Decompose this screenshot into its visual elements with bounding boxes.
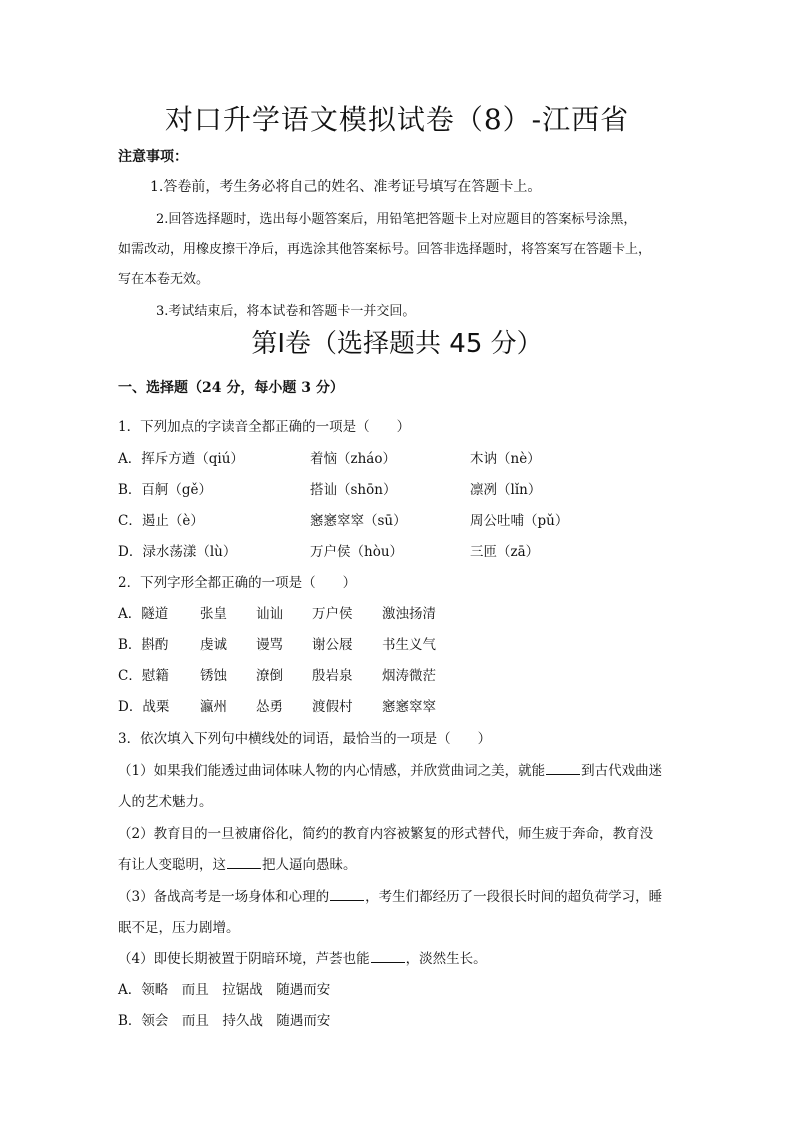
option-cell: B．斟酌	[118, 637, 169, 653]
option-cell: B．百舸（gě）	[118, 482, 213, 498]
option-cell: 周公吐哺（pǔ）	[470, 513, 569, 529]
option-cell: 书生义气	[382, 637, 436, 653]
option-cell: 窸窸窣窣	[382, 699, 436, 715]
option-cell: D．渌水荡漾（lù）	[118, 544, 237, 560]
notice-item-3: 3.考试结束后，将本试卷和答题卡一并交回。	[156, 304, 416, 319]
sentence-text: ，淡然生长。	[405, 951, 487, 967]
option-cell: 着恼（zháo）	[310, 451, 396, 467]
sentence-1-line-2: 人的艺术魅力。	[118, 794, 213, 810]
sentence-3-line-1	[118, 885, 662, 905]
notice-item-2-line-1: 2.回答选择题时，选出每小题答案后，用铅笔把答题卡上对应题目的答案标号涂黑，	[156, 212, 637, 227]
option-cell: 怂勇	[256, 699, 283, 715]
option-cell: 万户侯（hòu）	[310, 544, 404, 560]
option-cell: 凛冽（lǐn）	[470, 482, 542, 498]
option-cell: 万户侯	[312, 606, 353, 622]
question-2-stem: 2．下列字形全都正确的一项是（ ）	[118, 575, 357, 591]
sentence-text: （4）即使长期被置于阴暗环境，芦荟也能	[118, 951, 370, 967]
sentence-2-line-2	[118, 853, 357, 873]
fill-blank	[227, 856, 261, 869]
option-cell: 张皇	[200, 606, 227, 622]
question-3-option-a: A．领略 而且 拉锯战 随遇而安	[118, 982, 331, 998]
page-title: 对口升学语文模拟试卷（8）-江西省	[164, 103, 630, 136]
option-cell: 谩骂	[256, 637, 283, 653]
option-cell: 窸窸窣窣（sū）	[310, 513, 407, 529]
fill-blank	[546, 762, 580, 775]
notice-heading: 注意事项：	[118, 149, 188, 165]
question-1-stem: 1．下列加点的字读音全都正确的一项是（ ）	[118, 419, 411, 435]
notice-item-2-line-2: 如需改动，用橡皮擦干净后，再选涂其他答案标号。回答非选择题时，将答案写在答题卡上，	[118, 242, 652, 257]
fill-blank	[330, 888, 364, 901]
option-cell: 虔诚	[200, 637, 227, 653]
option-cell: 谢公屐	[312, 637, 353, 653]
option-cell: C．慰籍	[118, 668, 169, 684]
sentence-text: （3）备战高考是一场身体和心理的	[118, 889, 330, 905]
sentence-3-line-2: 眠不足，压力剧增。	[118, 920, 240, 936]
option-cell: A．隧道	[118, 606, 169, 622]
option-cell: 三匝（zā）	[470, 544, 540, 560]
option-cell: D．战栗	[118, 699, 170, 715]
notice-item-2-line-3: 写在本卷无效。	[118, 272, 210, 287]
option-cell: 殷岩泉	[312, 668, 353, 684]
option-cell: C．遏止（è）	[118, 513, 204, 529]
option-cell: 锈蚀	[200, 668, 227, 684]
option-cell: 瀛州	[200, 699, 227, 715]
section-title: 第Ⅰ卷（选择题共 45 分）	[251, 329, 543, 359]
option-cell: 木讷（nè）	[470, 451, 541, 467]
option-cell: 激浊扬清	[382, 606, 436, 622]
option-cell: 搭讪（shōn）	[310, 482, 397, 498]
sentence-text: 有让人变聪明，这	[118, 857, 226, 873]
question-3-option-b: B．领会 而且 持久战 随遇而安	[118, 1013, 331, 1029]
option-cell: 潦倒	[256, 668, 283, 684]
sentence-4	[118, 947, 487, 967]
sentence-2-line-1: （2）教育目的一旦被庸俗化，简约的教育内容被繁复的形式替代，师生疲于奔命，教育没	[118, 826, 654, 842]
part1-heading: 一、选择题（24 分，每小题 3 分）	[118, 380, 344, 396]
option-cell: 渡假村	[312, 699, 353, 715]
sentence-text: （1）如果我们能透过曲词体味人物的内心情感，并欣赏曲词之美，就能	[118, 763, 546, 779]
option-cell: A．挥斥方遒（qiú）	[118, 451, 244, 467]
notice-item-1: 1.答卷前，考生务必将自己的姓名、准考证号填写在答题卡上。	[150, 179, 542, 195]
fill-blank	[371, 950, 405, 963]
sentence-text: 到古代戏曲迷	[581, 763, 663, 779]
option-cell: 讪讪	[256, 606, 283, 622]
sentence-text: 把人逼向愚昧。	[262, 857, 357, 873]
option-cell: 烟涛微茫	[382, 668, 436, 684]
sentence-1-line-1	[118, 759, 662, 779]
sentence-text: ，考生们都经历了一段很长时间的超负荷学习，睡	[365, 889, 663, 905]
question-3-stem: 3．依次填入下列句中横线处的词语，最恰当的一项是（ ）	[118, 731, 492, 747]
